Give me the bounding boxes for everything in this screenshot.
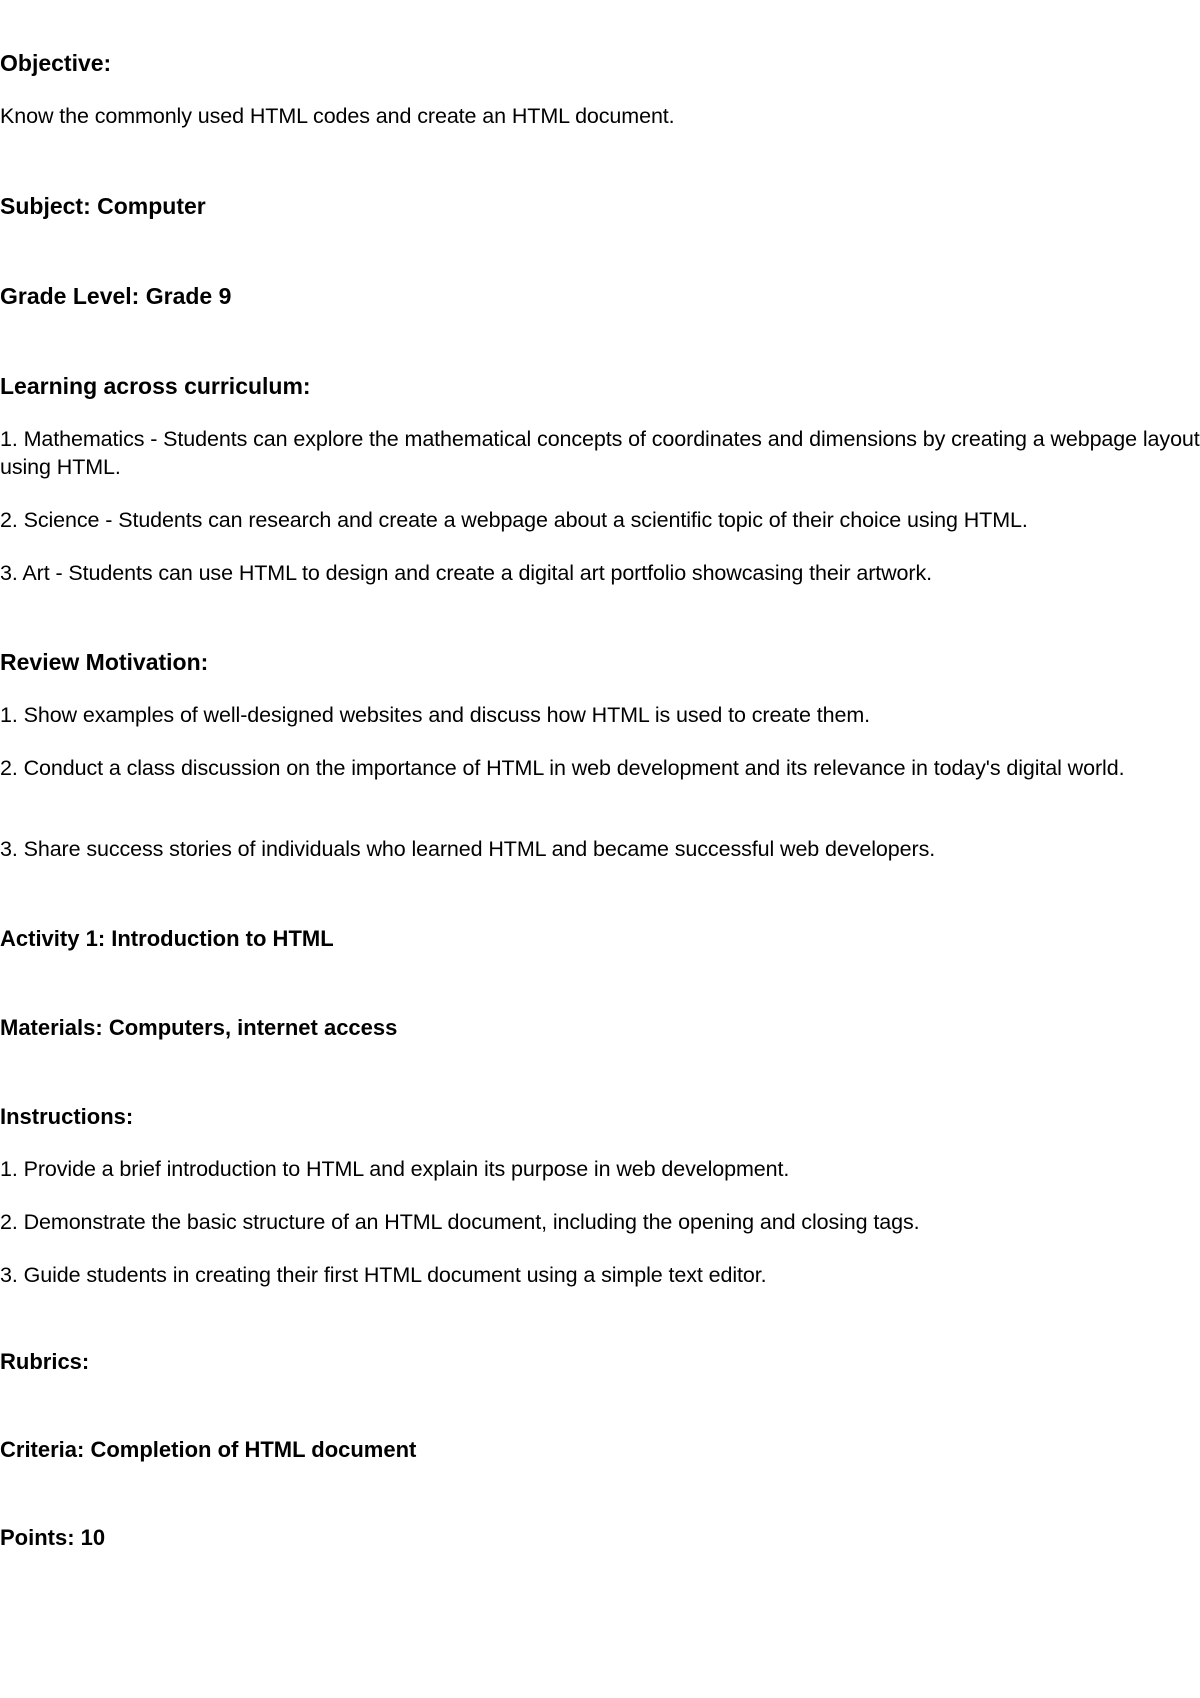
review-motivation-item-2: 2. Conduct a class discussion on the importance of HTML in web development and its relevance in today's digital world. [0,756,1125,780]
review-motivation-heading: Review Motivation: [0,649,209,675]
rubrics-heading: Rubrics: [0,1349,90,1374]
objective-heading: Objective: [0,50,112,76]
instruction-item-2: 2. Demonstrate the basic structure of an HTML document, including the opening and closing tags. [0,1210,920,1234]
instruction-item-1: 1. Provide a brief introduction to HTML and explain its purpose in web development. [0,1157,790,1181]
learning-across-curriculum-heading: Learning across curriculum: [0,373,311,399]
subject-heading: Subject: Computer [0,193,206,219]
review-motivation-item-1: 1. Show examples of well-designed websites and discuss how HTML is used to create them. [0,703,871,727]
curriculum-item-mathematics: 1. Mathematics - Students can explore the mathematical concepts of coordinates and dimensions by creating a webpage layout using HTML. [0,427,1200,479]
grade-level-heading: Grade Level: Grade 9 [0,283,232,309]
activity-title: Activity 1: Introduction to HTML [0,926,334,951]
rubrics-points: Points: 10 [0,1525,106,1550]
curriculum-item-science: 2. Science - Students can research and create a webpage about a scientific topic of their choice using HTML. [0,508,1028,532]
objective-text: Know the commonly used HTML codes and create an HTML document. [0,104,675,128]
instruction-item-3: 3. Guide students in creating their first HTML document using a simple text editor. [0,1263,767,1287]
review-motivation-item-3: 3. Share success stories of individuals who learned HTML and became successful web developers. [0,837,936,861]
instructions-heading: Instructions: [0,1104,134,1129]
rubrics-criteria: Criteria: Completion of HTML document [0,1437,417,1462]
curriculum-item-art: 3. Art - Students can use HTML to design and create a digital art portfolio showcasing their artwork. [0,561,932,585]
activity-materials: Materials: Computers, internet access [0,1015,398,1040]
